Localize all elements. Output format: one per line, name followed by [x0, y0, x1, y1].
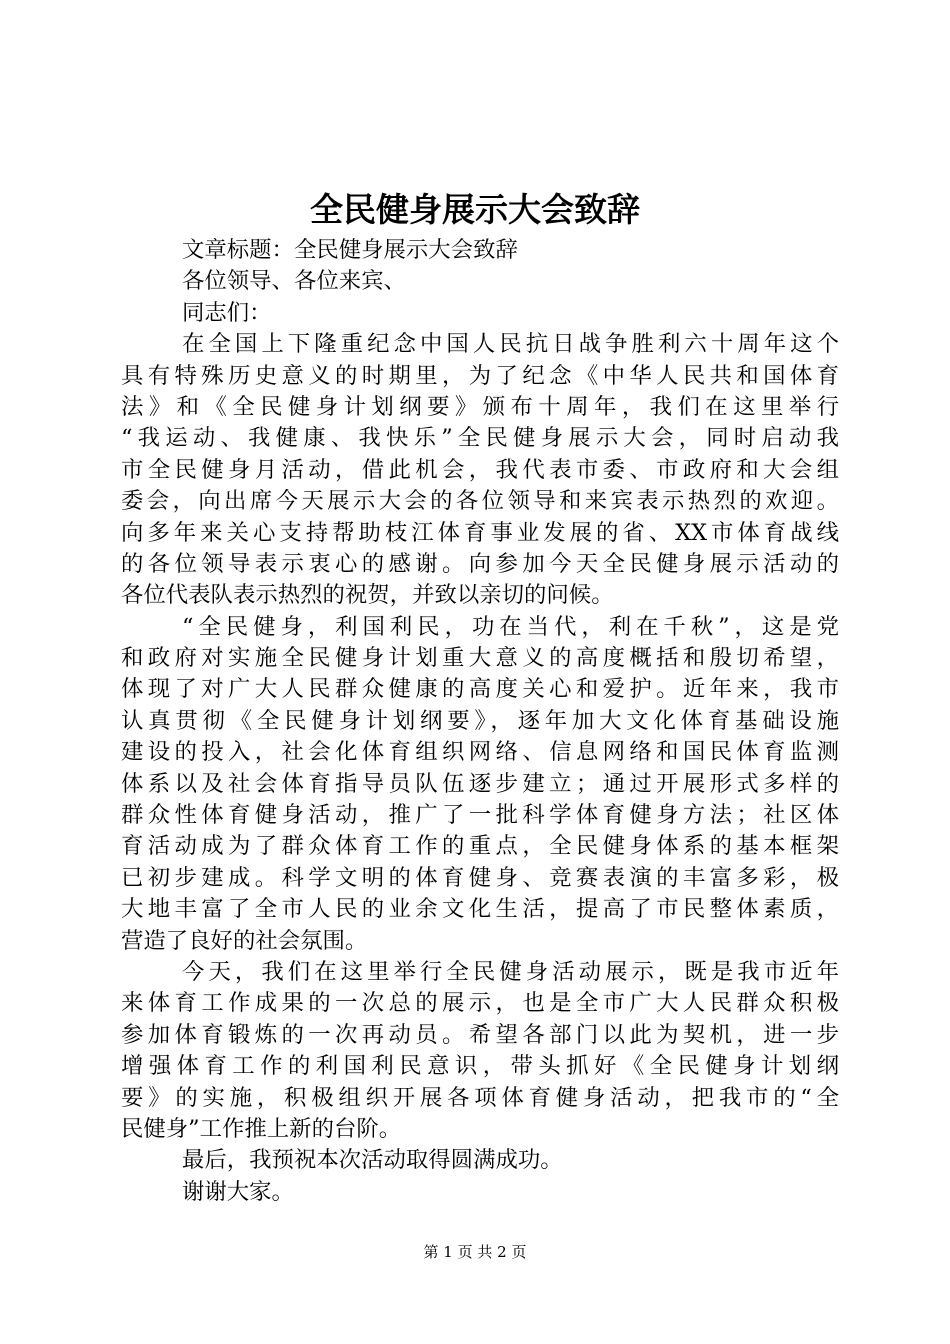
document-body — [121, 235, 839, 1208]
text-line: 育活动成为了群众体育工作的重点，全民健身体系的基本框架 — [121, 833, 839, 860]
text-line: 要》的实施，积极组织开展各项体育健身活动，把我市的“全 — [121, 1084, 839, 1111]
text-line: 向多年来关心支持帮助枝江体育事业发展的省、XX市体育战线 — [121, 519, 839, 546]
text-line: 建设的投入，社会化体育组织网络、信息网络和国民体育监测 — [121, 739, 839, 766]
document-title: 全民健身展示大会致辞 — [310, 190, 640, 229]
text-line: 体系以及社会体育指导员队伍逐步建立；通过开展形式多样的 — [121, 770, 839, 797]
text-line: 群众性体育健身活动，推广了一批科学体育健身方法；社区体 — [121, 802, 839, 829]
text-line: 民健身”工作推上新的台阶。 — [121, 1115, 402, 1142]
text-line: 同志们： — [182, 299, 272, 326]
text-line: 各位领导、各位来宾、 — [182, 268, 406, 295]
text-line: “全民健身，利国利民，功在当代，利在千秋”，这是党 — [182, 613, 839, 640]
text-line: 增强体育工作的利国利民意识，带头抓好《全民健身计划纲 — [121, 1053, 839, 1080]
text-line: 委会，向出席今天展示大会的各位领导和来宾表示热烈的欢迎。 — [121, 488, 839, 515]
text-line: 谢谢大家。 — [182, 1178, 294, 1205]
text-line: 市全民健身月活动，借此机会，我代表市委、市政府和大会组 — [121, 456, 839, 483]
text-line: 在全国上下隆重纪念中国人民抗日战争胜利六十周年这个 — [182, 331, 839, 358]
text-line: 的各位领导表示衷心的感谢。向参加今天全民健身展示活动的 — [121, 550, 839, 577]
text-line: 文章标题：全民健身展示大会致辞 — [182, 237, 518, 263]
text-line: 已初步建成。科学文明的体育健身、竞赛表演的丰富多彩，极 — [121, 864, 839, 891]
text-line: 今天，我们在这里举行全民健身活动展示，既是我市近年 — [182, 958, 839, 985]
text-line: 体现了对广大人民群众健康的高度关心和爱护。近年来，我市 — [121, 676, 839, 703]
text-line: “我运动、我健康、我快乐”全民健身展示大会，同时启动我 — [121, 425, 839, 452]
text-line: 具有特殊历史意义的时期里，为了纪念《中华人民共和国体育 — [121, 362, 839, 389]
text-line: 认真贯彻《全民健身计划纲要》，逐年加大文化体育基础设施 — [121, 707, 839, 734]
text-line: 参加体育锻炼的一次再动员。希望各部门以此为契机，进一步 — [121, 1021, 839, 1048]
text-line: 来体育工作成果的一次总的展示，也是全市广大人民群众积极 — [121, 990, 839, 1017]
text-line: 各位代表队表示热烈的祝贺，并致以亲切的问候。 — [121, 582, 614, 609]
text-line: 法》和《全民健身计划纲要》颁布十周年，我们在这里举行 — [121, 393, 839, 420]
text-line: 营造了良好的社会氛围。 — [121, 927, 368, 954]
text-line: 和政府对实施全民健身计划重大意义的高度概括和殷切希望， — [121, 645, 839, 672]
page-footer: 第 1 页 共 2 页 — [423, 1243, 527, 1261]
text-line: 大地丰富了全市人民的业余文化生活，提高了市民整体素质， — [121, 896, 839, 923]
text-line: 最后，我预祝本次活动取得圆满成功。 — [182, 1147, 563, 1174]
